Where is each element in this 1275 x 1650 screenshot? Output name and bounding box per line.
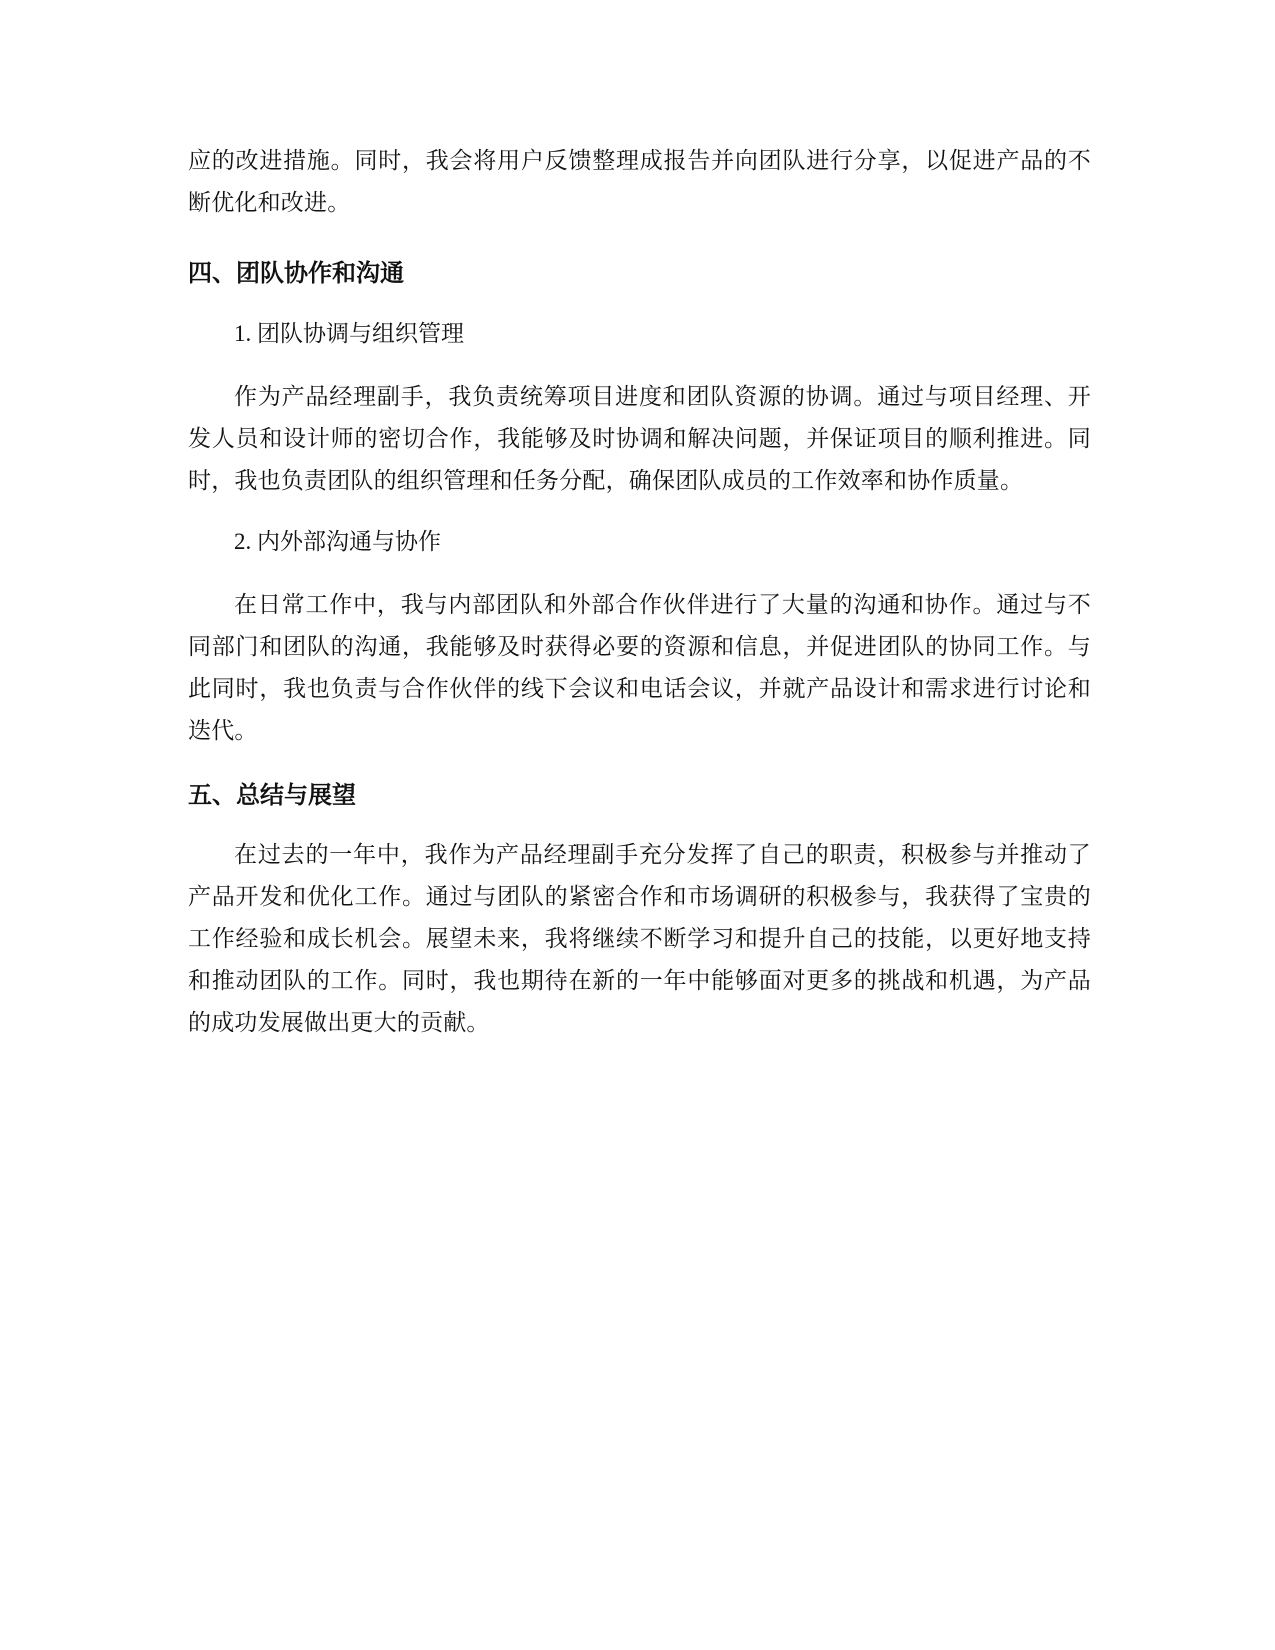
section-4-item-1-paragraph: 作为产品经理副手，我负责统筹项目进度和团队资源的协调。通过与项目经理、开发人员和设计师的密切合作，我能够及时协调和解决问题，并保证项目的顺利推进。同时，我也负责团队的组织管理和任务分配，确保团队成员的工作效率和协作质量。 [188, 384, 1091, 493]
continued-paragraph: 应的改进措施。同时，我会将用户反馈整理成报告并向团队进行分享，以促进产品的不断优化和改进。 [188, 148, 1091, 215]
section-5-heading: 五、总结与展望 [188, 782, 356, 809]
section-4-heading: 四、团队协作和沟通 [188, 260, 404, 287]
document-page [188, 140, 1091, 1044]
section-4-item-1-title: 1. 团队协调与组织管理 [234, 321, 464, 346]
section-4-item-2-paragraph: 在日常工作中，我与内部团队和外部合作伙伴进行了大量的沟通和协作。通过与不同部门和团队的沟通，我能够及时获得必要的资源和信息，并促进团队的协同工作。与此同时，我也负责与合作伙伴的线下会议和电话会议，并就产品设计和需求进行讨论和迭代。 [188, 592, 1091, 743]
section-5-paragraph: 在过去的一年中，我作为产品经理副手充分发挥了自己的职责，积极参与并推动了产品开发和优化工作。通过与团队的紧密合作和市场调研的积极参与，我获得了宝贵的工作经验和成长机会。展望未来，我将继续不断学习和提升自己的技能，以更好地支持和推动团队的工作。同时，我也期待在新的一年中能够面对更多的挑战和机遇，为产品的成功发展做出更大的贡献。 [188, 842, 1091, 1035]
section-4-item-2-title: 2. 内外部沟通与协作 [234, 529, 441, 554]
